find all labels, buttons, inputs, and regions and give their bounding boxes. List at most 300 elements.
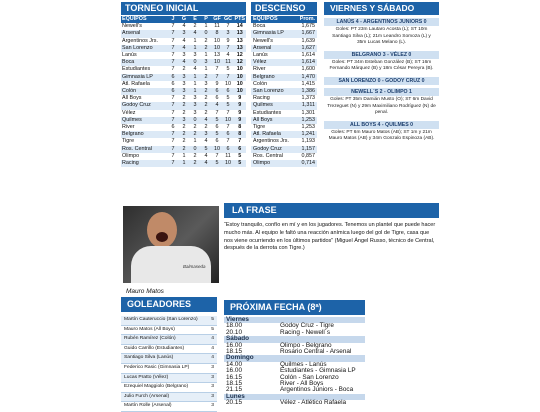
- stat-cell: 1: [182, 152, 186, 159]
- team-name: River: [253, 66, 266, 73]
- stat-cell: 2: [204, 88, 208, 95]
- stat-cell: 3: [193, 102, 197, 109]
- col-header: EQUIPOS: [251, 16, 296, 23]
- stat-cell: 7: [215, 109, 219, 116]
- stat-cell: 7: [171, 102, 175, 109]
- match-result: BELGRANO 3 - VÉLEZ 0: [324, 51, 439, 59]
- stat-cell: 7: [171, 44, 175, 51]
- team-name: Godoy Cruz: [122, 102, 151, 109]
- descenso-title: DESCENSO: [255, 3, 306, 13]
- stat-cell: 2: [182, 124, 186, 131]
- stat-cell: 5: [226, 66, 230, 73]
- stat-cell: 6: [226, 131, 230, 138]
- stat-cell: 10: [214, 37, 221, 44]
- stat-cell: 6: [215, 88, 219, 95]
- stat-cell: 4: [193, 66, 197, 73]
- average-value: 0,714: [301, 160, 315, 167]
- stat-cell: 7: [171, 66, 175, 73]
- frase-title: LA FRASE: [232, 205, 277, 215]
- stat-cell: 7: [171, 138, 175, 145]
- stat-cell: 2: [182, 95, 186, 102]
- standings-row: [121, 146, 246, 153]
- stat-cell: 10: [236, 66, 243, 73]
- frase-header: [224, 203, 439, 218]
- match-teams: Godoy Cruz - Tigre: [280, 322, 334, 330]
- descenso-row: [251, 38, 317, 45]
- stat-cell: 6: [226, 145, 230, 152]
- match-teams: Rosario Central - Arsenal: [280, 348, 352, 356]
- col-header: P: [201, 16, 212, 23]
- stat-cell: 2: [193, 23, 197, 30]
- stat-cell: 4: [182, 23, 186, 30]
- fixture-row: [224, 400, 365, 406]
- standings-row: [121, 110, 246, 117]
- stat-cell: 1: [204, 66, 208, 73]
- match-teams: Argentinos Juniors - Boca: [280, 386, 354, 394]
- player-head: [147, 212, 177, 248]
- col-header: GF: [213, 16, 221, 22]
- match-teams: Estudiantes - Gimnasia LP: [280, 367, 356, 375]
- team-name: Olimpo: [122, 152, 140, 159]
- match-teams: Olimpo - Belgrano: [280, 341, 332, 349]
- team-name: Tigre: [253, 124, 266, 131]
- match-teams: Quilmes - Lanús: [280, 360, 327, 368]
- average-value: 1,193: [301, 138, 315, 145]
- scorer-row: [121, 402, 217, 412]
- torneo-table: [121, 16, 246, 167]
- stat-cell: 7: [226, 138, 230, 145]
- scorer-name: Santiago Silva (Lanús): [121, 354, 208, 364]
- descenso-header-row: [251, 16, 317, 23]
- team-name: Newell's: [122, 23, 142, 30]
- stat-cell: 13: [214, 52, 221, 59]
- stat-cell: 13: [236, 30, 243, 37]
- stat-cell: 2: [182, 102, 186, 109]
- stat-cell: 9: [238, 116, 242, 123]
- team-name: Quilmes: [253, 102, 273, 109]
- team-name: River: [122, 124, 135, 131]
- stat-cell: 5: [215, 160, 219, 167]
- match-time: 21.15: [226, 386, 242, 394]
- match-goals: Goles: PT 6m Mauro Matos (AB); ST 1m y 21m Mauro Matos (AB) y 34m Gonzalo Espinoza (AB).: [328, 129, 435, 142]
- stat-cell: 7: [171, 109, 175, 116]
- stat-cell: 7: [226, 109, 230, 116]
- goleadores-header: [121, 297, 217, 312]
- stat-cell: 6: [171, 88, 175, 95]
- match-time: 16.00: [226, 367, 242, 375]
- stat-cell: 9: [238, 102, 242, 109]
- stat-cell: 12: [236, 52, 243, 59]
- descenso-row: [251, 138, 317, 145]
- team-name: Vélez: [253, 59, 267, 66]
- average-value: 1,253: [301, 116, 315, 123]
- stat-cell: 3: [182, 80, 186, 87]
- team-name: Argentinos Jrs.: [122, 37, 158, 44]
- standings-row: [121, 66, 246, 73]
- stat-cell: 1: [193, 138, 197, 145]
- team-name: Godoy Cruz: [253, 145, 282, 152]
- stat-cell: 5: [204, 145, 208, 152]
- stat-cell: 9: [215, 80, 219, 87]
- average-value: 1,470: [301, 73, 315, 80]
- stat-cell: 3: [204, 59, 208, 66]
- stat-cell: 2: [204, 37, 208, 44]
- stat-cell: 4: [204, 138, 208, 145]
- stat-cell: 1: [193, 73, 197, 80]
- stat-cell: 3: [182, 73, 186, 80]
- standings-row: [121, 74, 246, 81]
- vys-title: VIERNES Y SÁBADO: [330, 3, 415, 13]
- team-name: Belgrano: [122, 131, 144, 138]
- match-goals: Goles: PT 35m Damián Musto (O); ST 6m David Trezeguet (N) y 29m Maximiliano Rodríguez (N) de penal.: [327, 96, 436, 116]
- average-value: 1,241: [301, 131, 315, 138]
- match-result: LANÚS 4 - ARGENTINOS JUNIORS 0: [324, 18, 439, 26]
- stat-cell: 10: [236, 80, 243, 87]
- team-name: Atl. Rafaela: [253, 131, 281, 138]
- scorer-goals: 3: [208, 363, 218, 373]
- standings-row: [121, 88, 246, 95]
- stat-cell: 5: [215, 116, 219, 123]
- match-time: 18.15: [226, 348, 242, 356]
- fixture-day: Lunes: [224, 394, 365, 400]
- average-value: 1,675: [301, 23, 315, 30]
- stat-cell: 9: [238, 109, 242, 116]
- stat-cell: 11: [225, 59, 231, 66]
- stat-cell: 7: [215, 73, 219, 80]
- stat-cell: 3: [182, 116, 186, 123]
- goleadores-title: GOLEADORES: [127, 299, 192, 309]
- match-time: 20.15: [226, 399, 242, 407]
- stat-cell: 2: [204, 124, 208, 131]
- stat-cell: 10: [225, 80, 232, 87]
- match-goals: Goles: PT 34m Esteban González (B); ST 16m Fernando Márquez (B) y 18m César Pereyra (B).: [329, 59, 434, 72]
- scorer-goals: 4: [208, 354, 218, 364]
- descenso-row: [251, 124, 317, 131]
- stat-cell: 3: [226, 30, 230, 37]
- stat-cell: 10: [214, 44, 221, 51]
- stat-cell: 6: [171, 73, 175, 80]
- stat-cell: 3: [204, 80, 208, 87]
- stat-cell: 7: [226, 73, 230, 80]
- average-value: 1,253: [301, 124, 315, 131]
- team-name: All Boys: [122, 95, 142, 102]
- descenso-row: [251, 66, 317, 73]
- team-name: Ros. Central: [122, 145, 152, 152]
- stat-cell: 2: [193, 124, 197, 131]
- descenso-row: [251, 52, 317, 59]
- stat-cell: 2: [182, 66, 186, 73]
- team-name: Arsenal: [122, 30, 141, 37]
- stat-cell: 2: [204, 44, 208, 51]
- player-mouth: [156, 232, 168, 242]
- standings-row: [121, 117, 246, 124]
- scorer-row: [121, 354, 217, 364]
- col-header: EQUIPOS: [121, 16, 168, 23]
- standings-row: [121, 52, 246, 59]
- fixture-day: Domingo: [224, 355, 365, 361]
- standings-row: [121, 131, 246, 138]
- stat-cell: 6: [171, 80, 175, 87]
- stat-cell: 10: [225, 160, 232, 167]
- descenso-row: [251, 110, 317, 117]
- jersey-sponsor: Balmaseda: [183, 264, 206, 269]
- stat-cell: 2: [204, 109, 208, 116]
- descenso-row: [251, 146, 317, 153]
- descenso-row: [251, 102, 317, 109]
- goleadores-table: [121, 316, 217, 412]
- col-header: GC: [223, 16, 233, 22]
- average-value: 1,614: [301, 52, 315, 59]
- stat-cell: 3: [193, 95, 197, 102]
- col-header: E: [190, 16, 201, 23]
- stat-cell: 0: [193, 116, 197, 123]
- stat-cell: 2: [204, 102, 208, 109]
- stat-cell: 7: [171, 131, 175, 138]
- stat-cell: 5: [238, 152, 242, 159]
- team-name: San Lorenzo: [122, 44, 153, 51]
- standings-row: [121, 45, 246, 52]
- stat-cell: 7: [226, 23, 230, 30]
- scorer-row: [121, 335, 217, 345]
- frase-quote: “Estoy tranquilo, confío en mí y en los jugadores. Tenemos un plantel que puede hacer mucho más. Al equipo le faltó una reacción anímica luego del gol de Tigre, casa que nos viene ocurriendo en los últimos partidos” (Miguel Ángel Russo, técnico de Central, después de la derrota con Tigre.): [224, 222, 436, 252]
- stat-cell: 7: [171, 52, 175, 59]
- scorer-goals: 3: [208, 402, 218, 412]
- scorer-name: Julio Furch (Arsenal): [121, 392, 208, 402]
- vys-header: [324, 2, 439, 15]
- standings-row: [121, 153, 246, 160]
- stat-cell: 8: [238, 131, 242, 138]
- average-value: 1,600: [301, 66, 315, 73]
- stat-cell: 6: [226, 88, 230, 95]
- team-name: Quilmes: [122, 116, 142, 123]
- team-name: Gimnasia LP: [122, 73, 153, 80]
- scorer-row: [121, 316, 217, 325]
- descenso-row: [251, 23, 317, 30]
- stat-cell: 7: [238, 138, 242, 145]
- scorer-name: Martín Cauteruccio (San Lorenzo): [121, 316, 208, 325]
- stat-cell: 7: [171, 160, 175, 167]
- standings-row: [121, 81, 246, 88]
- stat-cell: 3: [193, 52, 197, 59]
- descenso-row: [251, 30, 317, 37]
- fixture-day: Viernes: [224, 317, 365, 323]
- average-value: 0,857: [301, 152, 315, 159]
- team-name: Tigre: [122, 138, 135, 145]
- scorer-row: [121, 363, 217, 373]
- stat-cell: 7: [171, 30, 175, 37]
- col-header: J: [168, 16, 179, 23]
- team-name: Vélez: [122, 109, 136, 116]
- standings-row: [121, 102, 246, 109]
- stat-cell: 4: [226, 52, 230, 59]
- fixture-day: Sábado: [224, 336, 365, 342]
- average-value: 1,667: [301, 30, 315, 37]
- stat-cell: 6: [215, 95, 219, 102]
- stat-cell: 3: [204, 131, 208, 138]
- stat-cell: 10: [214, 59, 221, 66]
- stat-cell: 8: [215, 30, 219, 37]
- team-name: Newell's: [253, 37, 273, 44]
- col-header: G: [179, 16, 190, 23]
- stat-cell: 2: [204, 95, 208, 102]
- descenso-row: [251, 45, 317, 52]
- average-value: 1,627: [301, 44, 315, 51]
- fecha-header: [224, 300, 365, 315]
- stat-cell: 2: [182, 131, 186, 138]
- stat-cell: 10: [236, 73, 243, 80]
- descenso-header: [251, 2, 317, 15]
- stat-cell: 12: [236, 59, 243, 66]
- standings-row: [121, 95, 246, 102]
- standings-row: [121, 59, 246, 66]
- stat-cell: 5: [226, 95, 230, 102]
- stat-cell: 5: [215, 131, 219, 138]
- stat-cell: 9: [238, 95, 242, 102]
- scorer-goals: 4: [208, 335, 218, 345]
- scorer-row: [121, 383, 217, 393]
- descenso-row: [251, 95, 317, 102]
- scorer-row: [121, 373, 217, 383]
- stat-cell: 2: [182, 145, 186, 152]
- stat-cell: 4: [182, 59, 186, 66]
- average-value: 1,301: [301, 109, 315, 116]
- descenso-row: [251, 88, 317, 95]
- stat-cell: 8: [238, 124, 242, 131]
- stat-cell: 4: [204, 160, 208, 167]
- scorer-goals: 5: [208, 316, 218, 325]
- fecha-title: PRÓXIMA FECHA (8ª): [230, 302, 322, 312]
- stat-cell: 1: [193, 37, 197, 44]
- average-value: 1,386: [301, 88, 315, 95]
- match-time: 18.15: [226, 380, 242, 388]
- average-value: 1,614: [301, 59, 315, 66]
- scorer-goals: 3: [208, 373, 218, 383]
- match-time: 16.15: [226, 373, 242, 381]
- stat-cell: 10: [236, 88, 243, 95]
- team-name: Boca: [253, 23, 266, 30]
- match-result: SAN LORENZO 0 - GODOY CRUZ 0: [324, 77, 439, 85]
- stat-cell: 11: [225, 152, 231, 159]
- team-name: Colón: [122, 88, 137, 95]
- average-value: 1,639: [301, 37, 315, 44]
- match-goals: Goles: PT 23m Lautaro Acosta (L); ST 10m Santiago Silva (L); 21m Leandro Somoza (L) y 35m Lucas Melano (L).: [332, 27, 431, 46]
- scorer-row: [121, 344, 217, 354]
- descenso-table: [251, 16, 317, 167]
- standings-row: [121, 23, 246, 30]
- team-name: Racing: [253, 95, 270, 102]
- stat-cell: 7: [171, 116, 175, 123]
- stat-cell: 0: [204, 30, 208, 37]
- scorer-row: [121, 325, 217, 335]
- standings-row: [121, 30, 246, 37]
- stat-cell: 1: [204, 52, 208, 59]
- scorer-goals: 4: [208, 344, 218, 354]
- stat-cell: 10: [225, 116, 232, 123]
- average-value: 1,311: [301, 102, 315, 109]
- vys-results: [324, 15, 439, 144]
- stat-cell: 2: [204, 73, 208, 80]
- standings-row: [121, 38, 246, 45]
- team-name: All Boys: [253, 116, 273, 123]
- match-time: 14.00: [226, 360, 242, 368]
- stat-cell: 14: [236, 23, 243, 30]
- stat-cell: 10: [214, 145, 221, 152]
- team-name: San Lorenzo: [253, 88, 284, 95]
- stat-cell: 1: [193, 44, 197, 51]
- team-name: Atl. Rafaela: [122, 80, 150, 87]
- descenso-row: [251, 59, 317, 66]
- descenso-row: [251, 117, 317, 124]
- stat-cell: 7: [171, 145, 175, 152]
- team-name: Colón: [253, 80, 268, 87]
- stat-cell: 11: [214, 23, 220, 30]
- stat-cell: 7: [171, 152, 175, 159]
- torneo-header: [121, 2, 246, 15]
- stat-cell: 2: [182, 138, 186, 145]
- stat-cell: 3: [182, 88, 186, 95]
- average-value: 1,157: [301, 145, 315, 152]
- stat-cell: 4: [215, 102, 219, 109]
- stat-cell: 6: [215, 138, 219, 145]
- standings-row: [121, 160, 246, 167]
- team-name: Arsenal: [253, 44, 272, 51]
- stat-cell: 4: [182, 44, 186, 51]
- stat-cell: 7: [171, 59, 175, 66]
- stat-cell: 13: [236, 44, 243, 51]
- scorer-name: Rubén Ramírez (Colón): [121, 335, 208, 345]
- stat-cell: 4: [182, 37, 186, 44]
- match-teams: River - All Boys: [280, 380, 324, 388]
- team-name: Gimnasia LP: [253, 30, 284, 37]
- stat-cell: 0: [193, 59, 197, 66]
- match-time: 16.00: [226, 341, 242, 349]
- descenso-row: [251, 153, 317, 160]
- scorer-goals: 5: [208, 325, 218, 335]
- team-name: Lanús: [122, 52, 137, 59]
- match-teams: Racing - Newell´s: [280, 328, 331, 336]
- stat-cell: 3: [182, 52, 186, 59]
- match-teams: Vélez - Atlético Rafaela: [280, 399, 347, 407]
- stat-cell: 1: [193, 80, 197, 87]
- team-name: Olimpo: [253, 160, 271, 167]
- standings-row: [121, 138, 246, 145]
- team-name: Ros. Central: [253, 152, 283, 159]
- match-time: 18.00: [226, 322, 242, 330]
- scorer-goals: 3: [208, 392, 218, 402]
- stat-cell: 7: [215, 152, 219, 159]
- stat-cell: 0: [193, 145, 197, 152]
- stat-cell: 1: [182, 160, 186, 167]
- fixture-table: [224, 317, 365, 407]
- stat-cell: 2: [193, 152, 197, 159]
- stat-cell: 7: [171, 23, 175, 30]
- team-name: Racing: [122, 160, 139, 167]
- team-name: Belgrano: [253, 73, 275, 80]
- stat-cell: 4: [204, 152, 208, 159]
- average-value: 1,415: [301, 80, 315, 87]
- team-name: Lanús: [253, 52, 268, 59]
- descenso-row: [251, 131, 317, 138]
- stat-cell: 2: [182, 109, 186, 116]
- descenso-row: [251, 74, 317, 81]
- stat-cell: 7: [226, 44, 230, 51]
- scorer-goals: 3: [208, 383, 218, 393]
- stat-cell: 2: [193, 131, 197, 138]
- photo-caption: Mauro Matos: [126, 288, 164, 295]
- stat-cell: 9: [226, 37, 230, 44]
- scorer-name: Guido Carrillo (Estudiantes): [121, 344, 208, 354]
- match-time: 20.10: [226, 328, 242, 336]
